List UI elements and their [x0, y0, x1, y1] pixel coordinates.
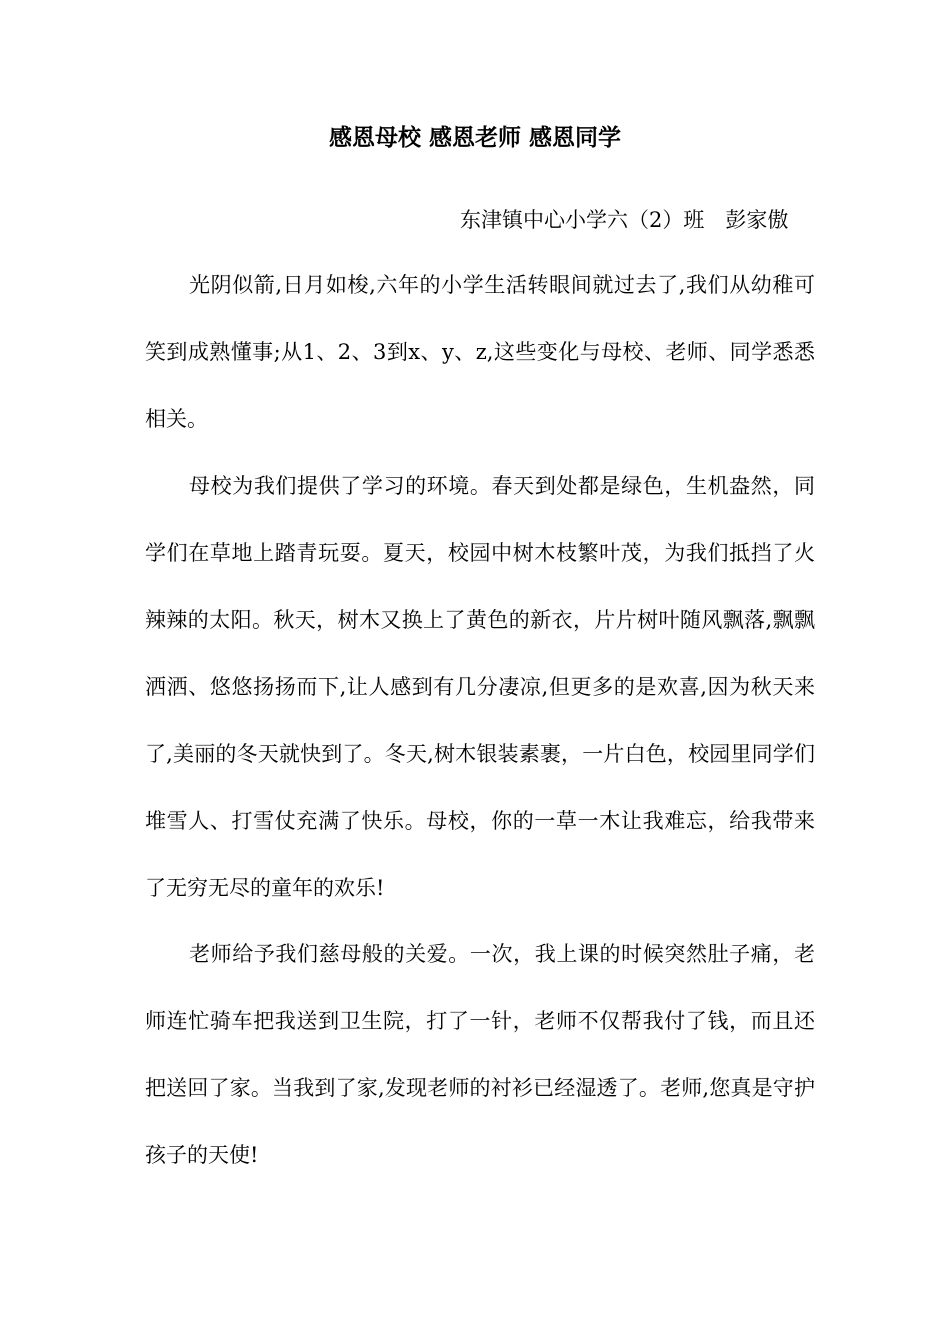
paragraph-3: 老师给予我们慈母般的关爱。一次，我上课的时候突然肚子痛，老师连忙骑车把我送到卫生院，打了一针，老师不仅帮我付了钱，而且还把送回了家。当我到了家,发现老师的衬衫已经湿透了。老师,您真是守护孩子的天使!: [145, 942, 815, 1167]
document-title: 感恩母校 感恩老师 感恩同学: [328, 124, 621, 151]
author-line: 东津镇中心小学六（2）班 彭家傲: [460, 208, 789, 232]
paragraph-1: 光阴似箭,日月如梭,六年的小学生活转眼间就过去了,我们从幼稚可笑到成熟懂事;从1、2、3到x、y、z,这些变化与母校、老师、同学悉悉相关。: [145, 273, 815, 431]
paragraph-2: 母校为我们提供了学习的环境。春天到处都是绿色，生机盎然，同学们在草地上踏青玩耍。夏天，校园中树木枝繁叶茂，为我们抵挡了火辣辣的太阳。秋天，树木又换上了黄色的新衣，片片树叶随风飘落,飘飘洒洒、悠悠扬扬而下,让人感到有几分凄凉,但更多的是欢喜,因为秋天来了,美丽的冬天就快到了。冬天,树木银装素裹，一片白色，校园里同学们堆雪人、打雪仗充满了快乐。母校，你的一草一木让我难忘，给我带来了无穷无尽的童年的欢乐!: [145, 474, 815, 900]
